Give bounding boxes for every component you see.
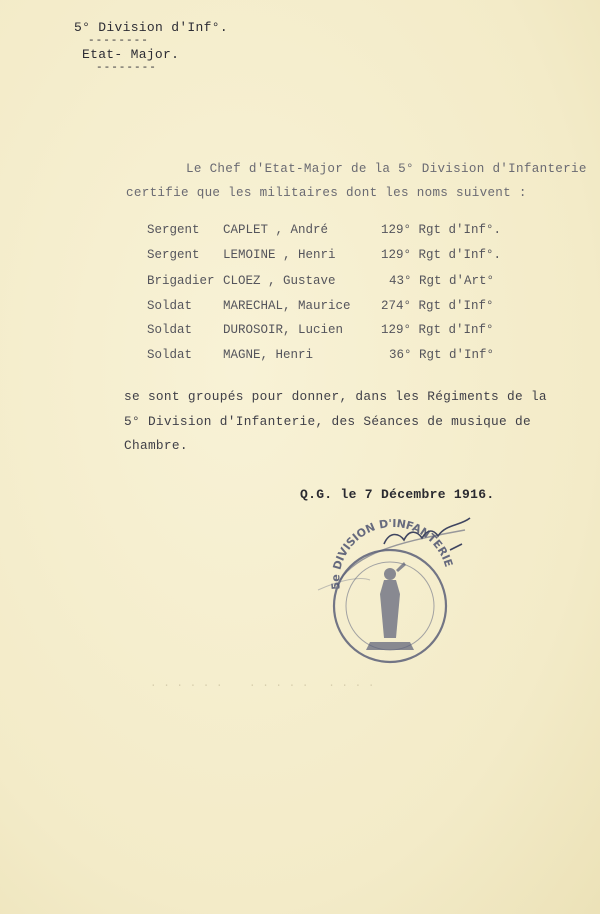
division-heading: 5° Division d'Inf°. [74, 20, 228, 35]
staff-heading: Etat- Major. [82, 47, 180, 62]
soldier-regiment: 129° Rgt d'Inf° [381, 323, 494, 337]
stamp-text: 5e DIVISION D'INFANTERIE [329, 516, 456, 591]
soldier-name: CLOEZ , Gustave [223, 274, 336, 288]
division-stamp [300, 510, 490, 670]
division-underline: -------- [88, 35, 149, 47]
soldier-rank: Brigadier [147, 274, 215, 288]
soldier-name: DUROSOIR, Lucien [223, 323, 344, 337]
soldier-regiment: 129° Rgt d'Inf°. [381, 248, 502, 262]
intro-line-2: certifie que les militaires dont les noms suivent : [126, 186, 527, 200]
soldier-rank: Sergent [147, 248, 200, 262]
conclusion-line-3: Chambre. [124, 438, 188, 453]
soldier-name: MARECHAL, Maurice [223, 299, 351, 313]
soldier-regiment: 36° Rgt d'Inf° [389, 348, 495, 362]
soldier-rank: Soldat [147, 323, 193, 337]
soldier-regiment: 274° Rgt d'Inf° [381, 299, 494, 313]
show-through-text: . . . . . . . . . . . . . . . [150, 678, 375, 690]
staff-underline: -------- [96, 62, 157, 74]
conclusion-line-2: 5° Division d'Infanterie, des Séances de musique de [124, 414, 531, 429]
place-date: Q.G. le 7 Décembre 1916. [300, 487, 495, 502]
soldier-rank: Sergent [147, 223, 200, 237]
soldier-regiment: 129° Rgt d'Inf°. [381, 223, 502, 237]
soldier-name: MAGNE, Henri [223, 348, 314, 362]
conclusion-line-1: se sont groupés pour donner, dans les Régiments de la [124, 389, 547, 404]
soldier-rank: Soldat [147, 299, 193, 313]
soldier-regiment: 43° Rgt d'Art° [389, 274, 495, 288]
intro-line-1: Le Chef d'Etat-Major de la 5° Division d'Infanterie [186, 162, 587, 176]
soldier-rank: Soldat [147, 348, 193, 362]
soldier-name: LEMOINE , Henri [223, 248, 336, 262]
soldier-name: CAPLET , André [223, 223, 329, 237]
